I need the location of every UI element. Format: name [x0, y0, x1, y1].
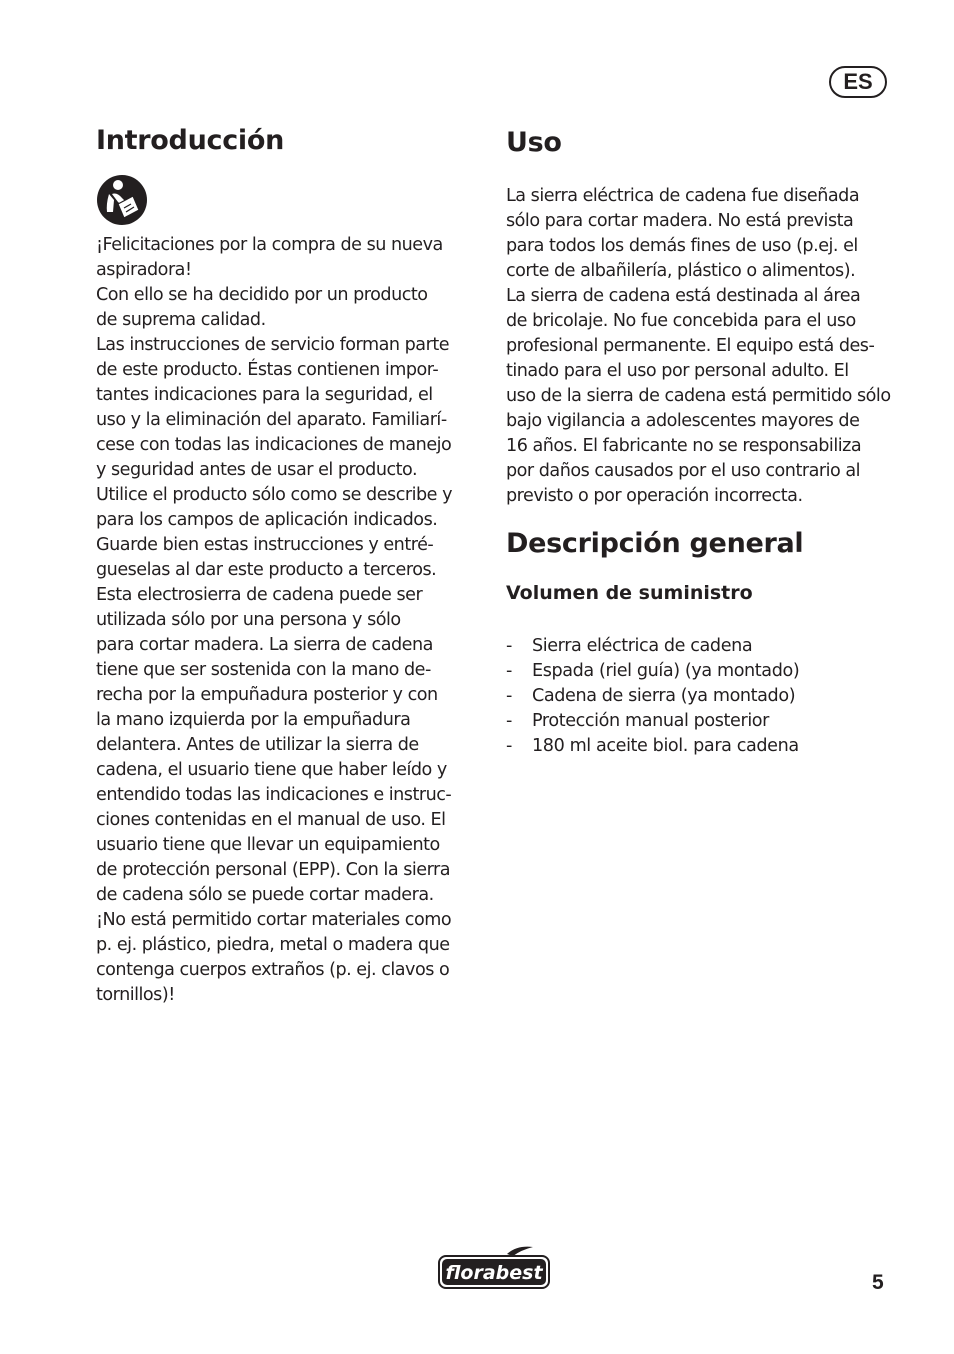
list-item: [506, 634, 799, 659]
list-dash: -: [506, 661, 512, 681]
list-item: [506, 709, 799, 734]
page-number: 5: [872, 1271, 884, 1294]
logo-text: florabest: [445, 1262, 543, 1284]
list-item-text: Protección manual posterior: [532, 711, 769, 731]
list-item-text: Cadena de sierra (ya montado): [532, 686, 796, 706]
list-item: [506, 684, 799, 709]
list-dash: -: [506, 636, 512, 656]
introduction-text: ¡Felicitaciones por la compra de su nueva aspiradora! Con ello se ha decidido por un producto de suprema calidad. Las instrucciones de servicio forman parte de este producto. Éstas contienen impor- tantes indicaciones para la seguridad, el uso y la eliminación del aparato. Familiarí- cese con todas las indicaciones de manejo y seguridad antes de usar el producto. Utilice el producto sólo como se describe y para los campos de aplicación indicados. Guarde bien estas instrucciones y entré- gueselas al dar este producto a terceros. Esta electrosierra de cadena puede ser utilizada sólo por una persona y sólo para cortar madera. La sierra de cadena tiene que ser sostenida con la mano de- recha por la empuñadura posterior y con la mano izquierda por la empuñadura delantera. Antes de utilizar la sierra de cadena, el usuario tiene que haber leído y entendido todas las indicaciones e instruc- ciones contenidas en el manual de uso. El usuario tiene que llevar un equipamiento de protección personal (EPP). Con la sierra de cadena sólo se puede cortar madera. ¡No está permitido cortar materiales como p. ej. plástico, piedra, metal o madera que contenga cuerpos extraños (p. ej. clavos o tornillos)!: [96, 235, 453, 1005]
uso-text: La sierra eléctrica de cadena fue diseñada sólo para cortar madera. No está prevista para todos los demás fines de uso (p.ej. el corte de albañilería, plástico o alimentos). La sierra de cadena está destinada al área de bricolaje. No fue concebida para el uso profesional permanente. El equipo está des- tinado para el uso por personal adulto. El uso de la sierra de cadena está permitido sólo bajo vigilancia a adolescentes mayores de 16 años. El fabricante no se responsabiliza por daños causados por el uso contrario al previsto o por operación incorrecta.: [506, 186, 891, 506]
florabest-logo: [437, 1244, 553, 1290]
language-badge: ES: [829, 66, 887, 98]
list-item: [506, 734, 799, 759]
list-item-text: Sierra eléctrica de cadena: [532, 636, 753, 656]
section-title-descripcion-general: Descripción general: [506, 528, 804, 559]
list-dash: -: [506, 686, 512, 706]
list-item: [506, 659, 799, 684]
subsection-title-volumen-de-suministro: Volumen de suministro: [506, 582, 753, 604]
list-item-text: Espada (riel guía) (ya montado): [532, 661, 800, 681]
list-dash: -: [506, 736, 512, 756]
supply-list: [506, 634, 799, 759]
list-dash: -: [506, 711, 512, 731]
section-title-uso: Uso: [506, 127, 562, 158]
read-manual-icon: [96, 174, 148, 226]
section-title-introduccion: Introducción: [96, 125, 285, 156]
list-item-text: 180 ml aceite biol. para cadena: [532, 736, 799, 756]
